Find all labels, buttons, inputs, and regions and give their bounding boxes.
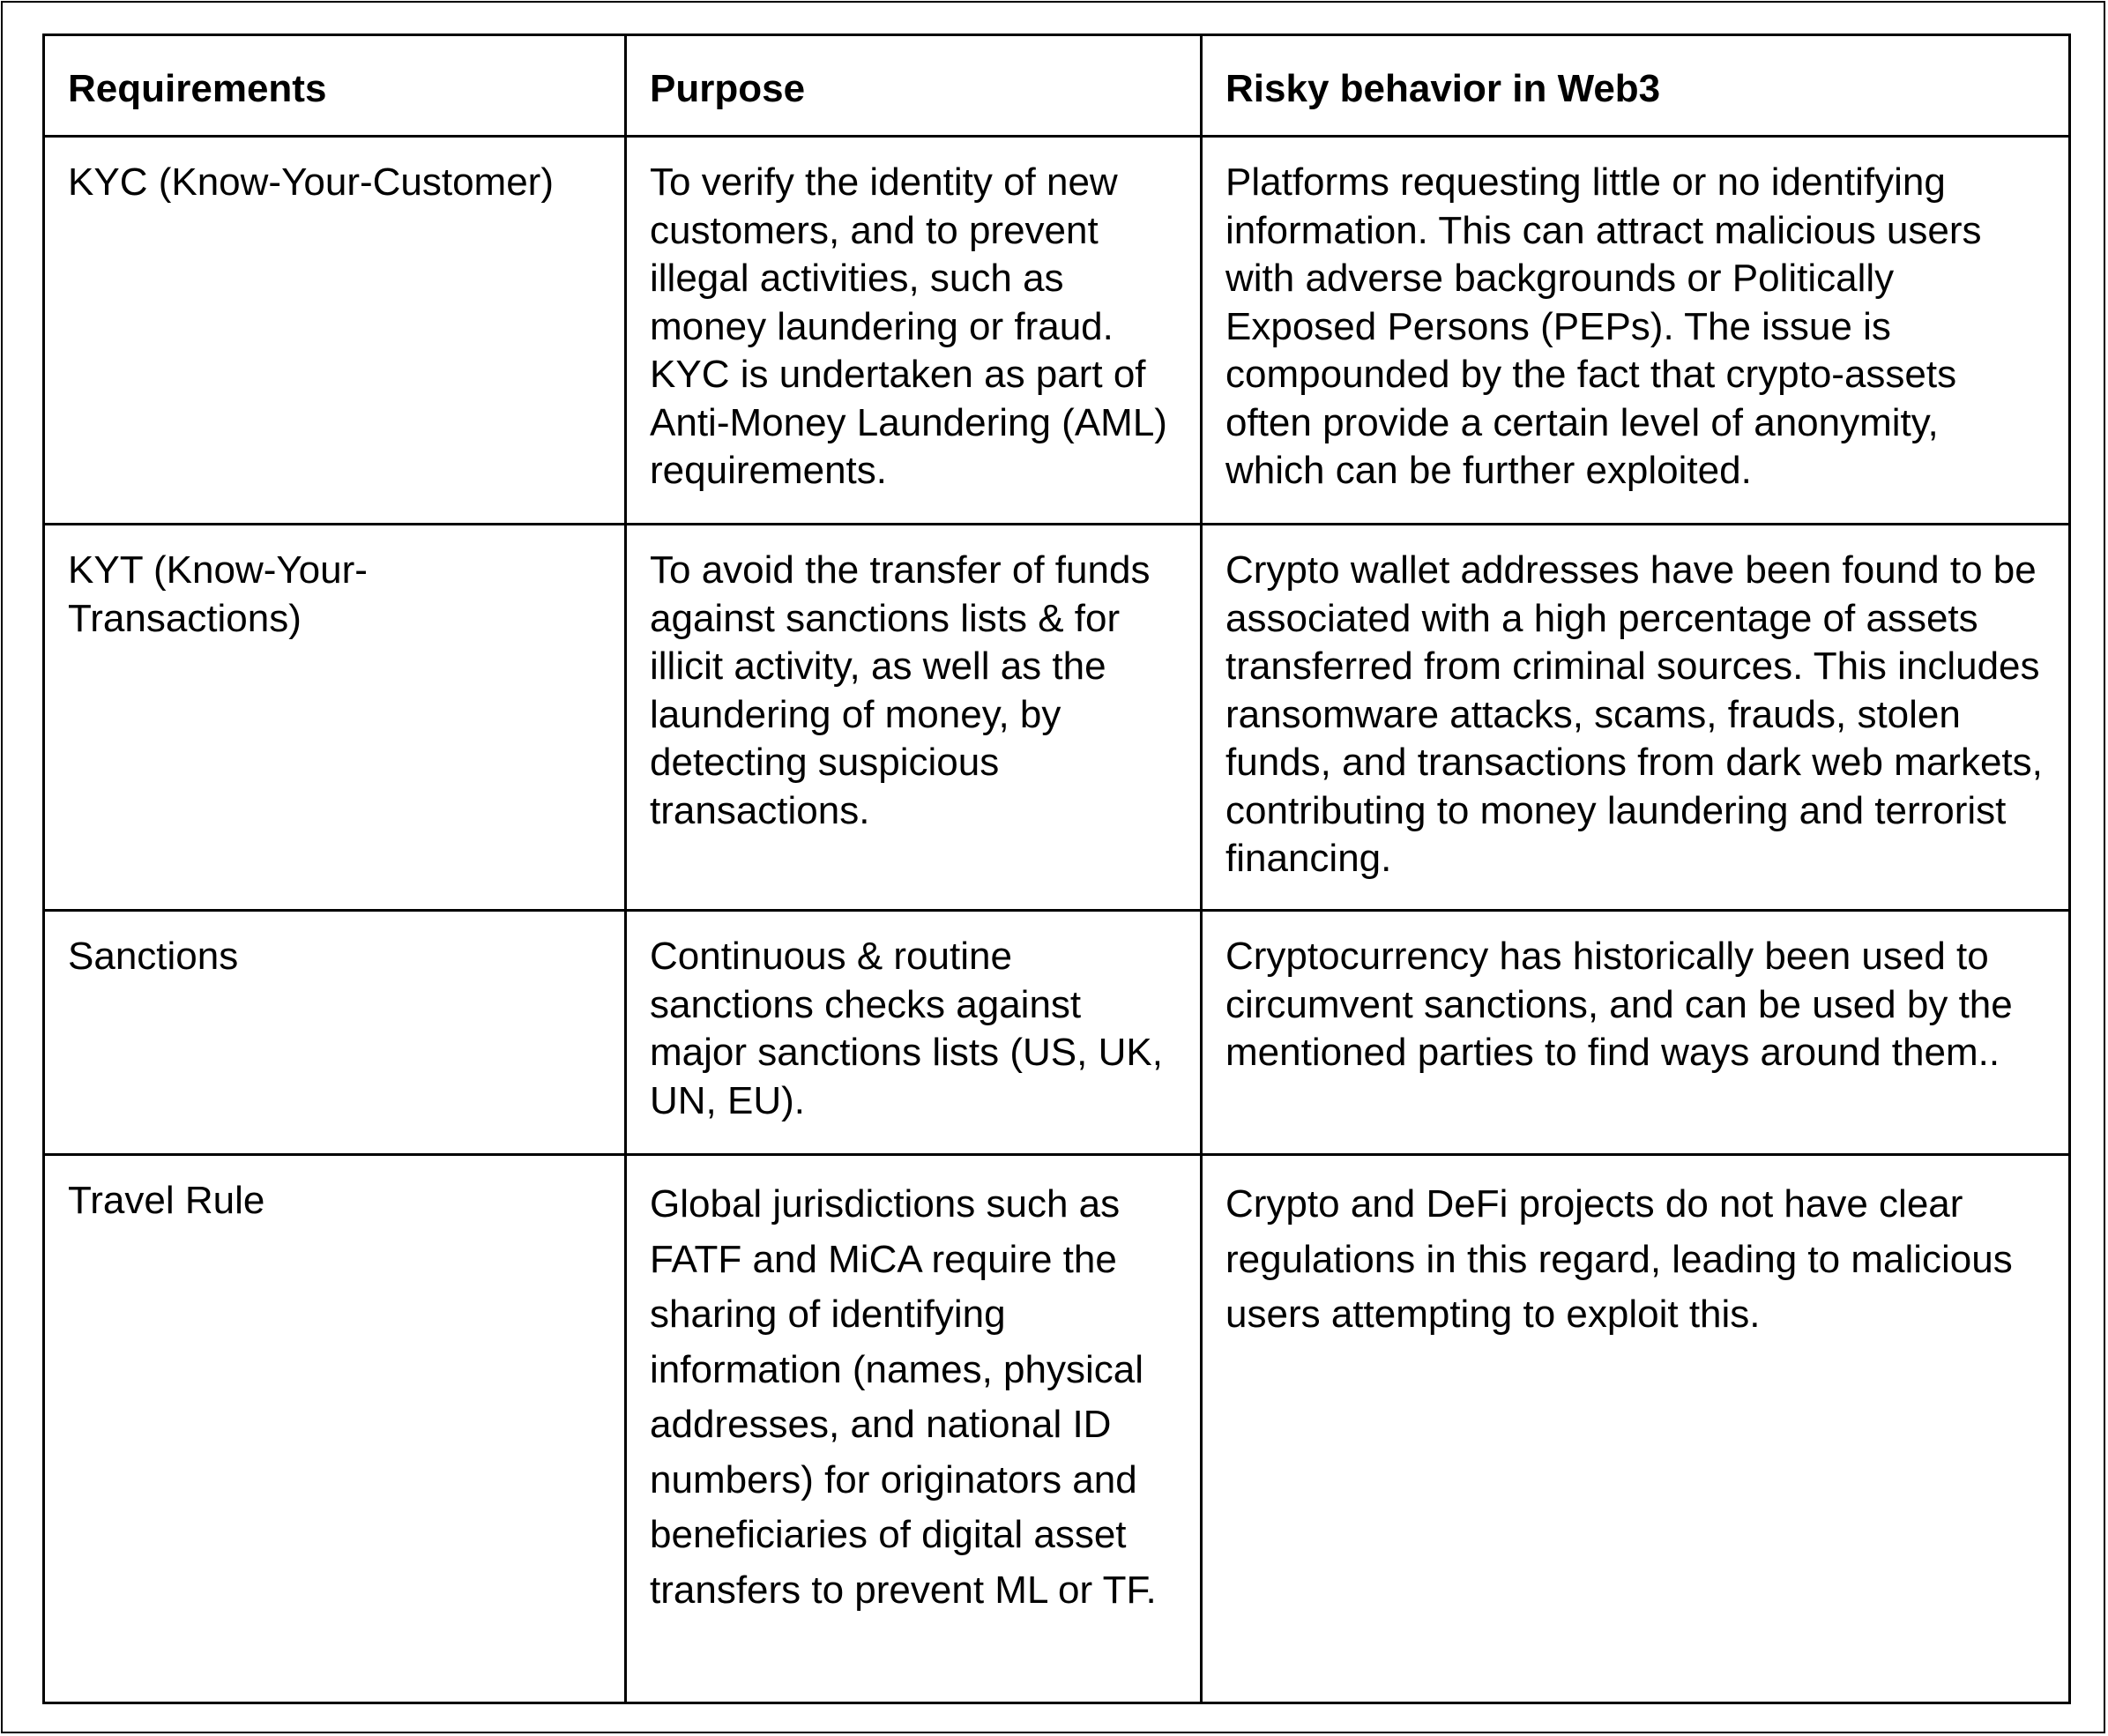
cell-requirement xyxy=(44,137,626,525)
cell-risk xyxy=(1202,1155,2070,1703)
header-risky-behavior: Risky behavior in Web3 xyxy=(1202,35,2070,137)
table-row xyxy=(44,911,2070,1155)
cell-risk xyxy=(1202,525,2070,911)
table-header-row xyxy=(44,35,2070,137)
requirement-text: Travel Rule xyxy=(68,1179,265,1222)
cell-purpose xyxy=(626,525,1202,911)
cell-purpose xyxy=(626,137,1202,525)
purpose-text: To verify the identity of new customers, and to prevent illegal activities, such as money laundering or fraud. KYC is undertaken as part of Anti-Money Laundering (AML) requirements. xyxy=(650,160,1167,492)
cell-purpose xyxy=(626,911,1202,1155)
cell-requirement xyxy=(44,525,626,911)
purpose-text: Global jurisdictions such as FATF and MiCA require the sharing of identifying information (names, physical addresses, and national ID numbers) for originators and beneficiaries of digital asset transfers to prevent ML or TF. xyxy=(650,1182,1157,1612)
header-purpose: Purpose xyxy=(626,35,1202,137)
requirement-text: Sanctions xyxy=(68,935,239,978)
requirement-text: KYT (Know-Your-Transactions) xyxy=(68,548,368,640)
table-row xyxy=(44,1155,2070,1703)
cell-requirement xyxy=(44,1155,626,1703)
requirement-text: KYC (Know-Your-Customer) xyxy=(68,160,554,204)
cell-purpose xyxy=(626,1155,1202,1703)
risk-text: Crypto wallet addresses have been found to be associated with a high percentage of assets transferred from criminal sources. This includes ransomware attacks, scams, frauds, stolen funds, and transactions from dark web markets, contributing to money laundering and terrorist financing. xyxy=(1225,548,2043,880)
purpose-text: Continuous & routine sanctions checks against major sanctions lists (US, UK, UN, EU). xyxy=(650,935,1163,1122)
cell-requirement xyxy=(44,911,626,1155)
table-row xyxy=(44,137,2070,525)
table-row xyxy=(44,525,2070,911)
header-requirements: Requirements xyxy=(44,35,626,137)
risk-text: Crypto and DeFi projects do not have clear regulations in this regard, leading to malicious users attempting to exploit this. xyxy=(1225,1182,2013,1336)
cell-risk xyxy=(1202,911,2070,1155)
cell-risk xyxy=(1202,137,2070,525)
risk-text: Cryptocurrency has historically been used to circumvent sanctions, and can be used by the mentioned parties to find ways around them.. xyxy=(1225,935,2013,1074)
purpose-text: To avoid the transfer of funds against sanctions lists & for illicit activity, as well as the laundering of money, by detecting suspicious transactions. xyxy=(650,548,1151,832)
risk-text: Platforms requesting little or no identifying information. This can attract malicious users with adverse backgrounds or Politically Exposed Persons (PEPs). The issue is compounded by the fact that crypto-assets often provide a certain level of anonymity, which can be further exploited. xyxy=(1225,160,1982,492)
requirements-table xyxy=(42,34,2071,1704)
